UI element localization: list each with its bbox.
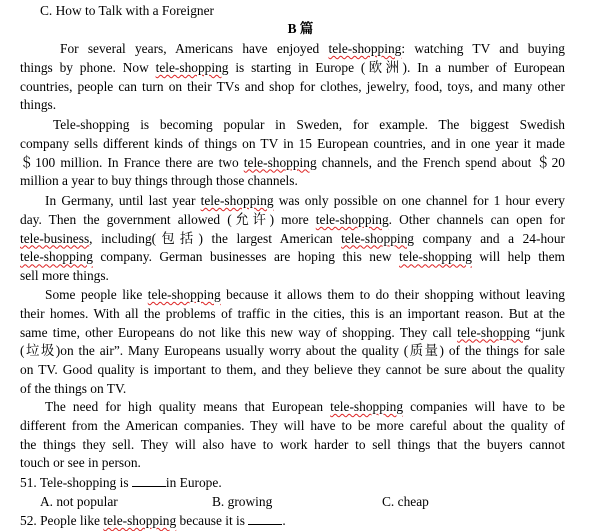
text-line	[20, 248, 565, 266]
underlined-term: tele-shopping	[147, 287, 221, 302]
text-segment: The need for high quality means that European	[45, 399, 331, 414]
text-line	[45, 192, 565, 210]
text-line	[20, 211, 565, 229]
text-segment: because it allows them to do their shopping without leaving	[220, 287, 565, 302]
text-line	[20, 305, 565, 323]
question-51	[20, 474, 565, 492]
text-line	[20, 417, 565, 435]
text-segment: touch or see in person.	[20, 455, 141, 471]
text-segment: will help them	[471, 249, 565, 265]
question-51-suffix: in Europe.	[165, 475, 222, 490]
text-segment: different from the American companies. They will have to be more careful about the quality of	[20, 417, 565, 433]
question-51-blank	[132, 474, 166, 487]
underlined-term: tele-shopping	[399, 249, 472, 265]
section-title: B 篇	[287, 21, 314, 36]
question-51-option-c: C. cheap	[382, 494, 429, 509]
text-segment: was only possible on one channel for 1 hour every	[273, 193, 565, 208]
underlined-term: tele-shopping	[315, 211, 389, 227]
text-line	[20, 96, 565, 114]
text-segment: is starting in Europe (欧洲). In a number of European	[228, 59, 565, 75]
text-segment: sell more things.	[20, 268, 109, 284]
underlined-term: tele-business	[20, 230, 90, 246]
text-segment: company sells different kinds of things on TV in 15 European countries, and in one year it made	[20, 135, 565, 151]
text-line	[53, 116, 565, 134]
text-line	[20, 172, 565, 190]
text-segment: In Germany, until last year	[45, 193, 201, 208]
text-segment: companies will have to be	[403, 399, 565, 414]
text-line	[20, 436, 565, 454]
text-line	[20, 135, 565, 153]
text-segment: channels, and the French spend about ＄20	[316, 154, 565, 170]
text-segment: Some people like	[45, 287, 148, 302]
text-line	[45, 286, 565, 304]
text-segment: company. German businesses are hoping this new	[92, 249, 400, 265]
text-segment: , including(包括) the largest American	[89, 230, 342, 246]
text-line	[20, 78, 565, 96]
text-line	[20, 154, 565, 172]
question-51-prefix: 51. Tele-shopping is	[20, 475, 132, 490]
underlined-term: tele-shopping	[243, 154, 317, 170]
text-line	[20, 267, 565, 285]
text-segment: of the things on TV.	[20, 381, 127, 396]
text-segment: . Other channels can open for	[388, 211, 565, 227]
underlined-term: tele-shopping	[328, 41, 402, 56]
underlined-term: tele-shopping	[155, 59, 229, 75]
text-line	[20, 324, 565, 342]
underlined-term: tele-shopping	[200, 193, 274, 208]
text-segment: company and a 24-hour	[414, 230, 565, 246]
underlined-term: tele-shopping	[457, 324, 530, 340]
text-line	[20, 59, 565, 77]
underlined-term: tele-shopping	[330, 399, 404, 414]
question-51-option-a: A. not popular	[40, 494, 118, 509]
text-segment: “junk	[529, 324, 565, 340]
text-line	[20, 454, 565, 472]
text-segment: Tele-shopping is becoming popular in Sweden, for example. The biggest Swedish	[53, 117, 565, 132]
question-52-middle: because it is	[176, 513, 249, 528]
question-52-suffix: .	[282, 513, 286, 528]
text-line	[60, 40, 565, 58]
text-segment: ＄100 million. In France there are two	[20, 154, 244, 170]
text-line	[20, 230, 565, 248]
text-segment: million a year to buy things through those channels.	[20, 173, 298, 189]
text-line	[20, 380, 565, 398]
question-52-prefix: 52. People like	[20, 513, 104, 528]
text-line	[20, 342, 565, 360]
text-segment: (垃圾)on the air”. Many Europeans usually worry about the quality (质量) of the things for sale	[20, 343, 565, 359]
text-segment: countries, people can turn on their TVs and shop for clothes, jewelry, food, toys, and many other	[20, 78, 565, 94]
question-52	[20, 512, 565, 530]
text-segment: their homes. With all the problems of traffic in the cities, this is an important reason. But at the	[20, 305, 565, 321]
underlined-term: tele-shopping	[341, 230, 414, 246]
text-segment: on TV. Good quality is important to them, and they believe they cannot be sure about the quality	[20, 362, 565, 378]
text-segment: day. Then the government allowed (允许) more	[20, 211, 316, 227]
text-segment: things by phone. Now	[20, 59, 156, 75]
text-segment: things.	[20, 97, 57, 113]
question-52-word: tele-shopping	[103, 513, 177, 528]
text-segment: the things they sell. They will also have to work harder to sell things that the buyers cannot	[20, 436, 565, 452]
text-segment: : watching TV and buying	[401, 41, 566, 56]
text-line	[45, 398, 565, 416]
text-segment: same time, other Europeans do not like this new way of shopping. They call	[20, 324, 458, 340]
previous-option-c: C. How to Talk with a Foreigner	[40, 3, 214, 18]
underlined-term: tele-shopping	[20, 249, 93, 265]
question-51-option-b: B. growing	[212, 494, 273, 509]
text-line	[20, 361, 565, 379]
text-segment: For several years, Americans have enjoyed	[60, 41, 329, 56]
question-52-blank	[248, 512, 282, 525]
